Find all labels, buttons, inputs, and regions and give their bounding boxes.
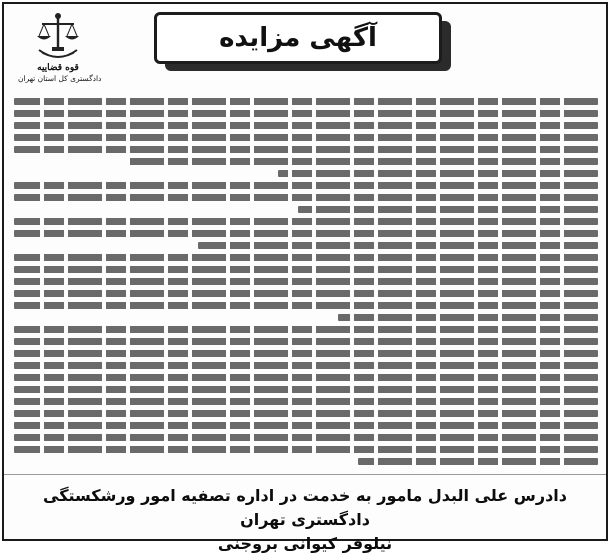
text-line [14, 338, 598, 345]
text-line [358, 458, 598, 465]
text-line [198, 242, 598, 249]
text-line [14, 98, 598, 105]
text-line [14, 290, 598, 297]
text-line [14, 386, 598, 393]
judiciary-emblem [18, 10, 102, 90]
text-line [14, 410, 598, 417]
text-line [14, 398, 598, 405]
signature-title: دادرس علی البدل مامور به خدمت در اداره تصفیه امور ورشکستگی دادگستری تهران [43, 486, 567, 529]
text-line [14, 278, 598, 285]
signature-block [4, 474, 606, 553]
text-line [14, 218, 598, 225]
text-line [14, 302, 598, 309]
text-line [14, 422, 598, 429]
text-line [298, 206, 598, 213]
text-line [14, 254, 598, 261]
notice-body [14, 94, 598, 472]
text-line [14, 110, 598, 117]
text-line [14, 374, 598, 381]
text-line [14, 122, 598, 129]
text-line [14, 146, 598, 153]
text-line [14, 266, 598, 273]
text-line [14, 134, 598, 141]
judiciary-scales-emblem-icon [33, 10, 83, 62]
text-line [128, 158, 598, 165]
text-line [14, 362, 598, 369]
notice-title: آگهی مزایده [154, 12, 442, 64]
text-line [14, 182, 598, 189]
text-line [14, 446, 598, 453]
text-line [278, 170, 598, 177]
auction-notice [2, 2, 608, 553]
text-line [14, 326, 598, 333]
notice-header [4, 4, 606, 94]
text-line [14, 230, 598, 237]
signature-name: نیلوفر کیوانی بروجنی [217, 534, 393, 553]
emblem-caption-judiciary: قوه قضاییه [37, 63, 79, 73]
text-line [14, 194, 598, 201]
text-line [14, 350, 598, 357]
text-line [14, 434, 598, 441]
notice-title-frame [154, 12, 454, 72]
text-line [338, 314, 598, 321]
emblem-caption-tehran-justice: دادگستری کل استان تهران [18, 74, 102, 83]
